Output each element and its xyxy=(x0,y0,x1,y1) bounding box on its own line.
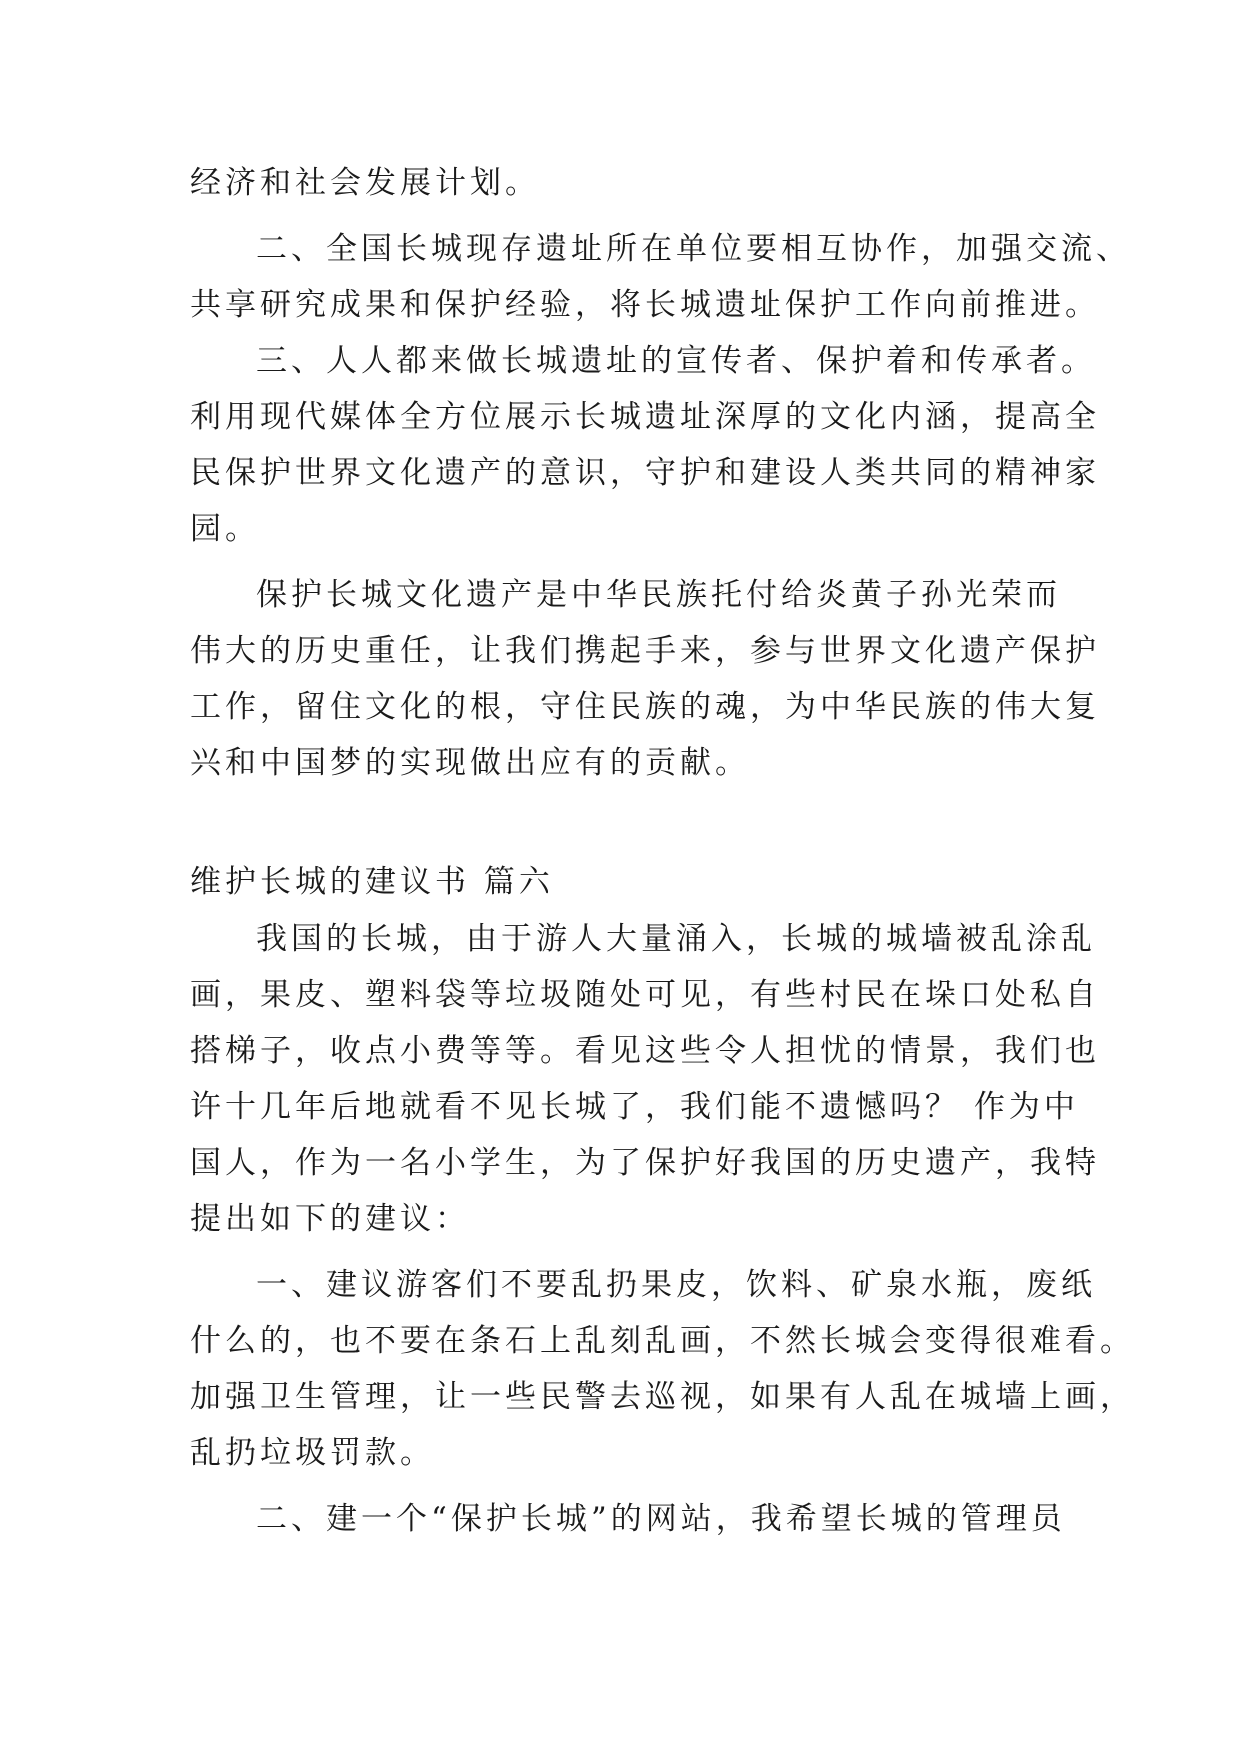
body-line: 兴和中国梦的实现做出应有的贡献。 xyxy=(190,745,750,781)
paragraph-first-line: 我国的长城，由于游人大量涌入，长城的城墙被乱涂乱 xyxy=(256,921,1096,957)
body-line: 许十几年后地就看不见长城了，我们能不遗憾吗？ 作为中 xyxy=(190,1089,1079,1125)
body-line: 搭梯子，收点小费等等。看见这些令人担忧的情景，我们也 xyxy=(190,1033,1100,1069)
paragraph-first-line: 二、建一个“保护长城”的网站，我希望长城的管理员 xyxy=(256,1501,1066,1537)
body-line: 提出如下的建议： xyxy=(190,1201,470,1237)
paragraph-first-line: 二、全国长城现存遗址所在单位要相互协作，加强交流、 xyxy=(256,231,1131,267)
section-heading: 维护长城的建议书 篇六 xyxy=(190,864,554,900)
paragraph-first-line: 保护长城文化遗产是中华民族托付给炎黄子孙光荣而 xyxy=(256,577,1061,613)
body-line: 经济和社会发展计划。 xyxy=(190,165,540,201)
body-line: 共享研究成果和保护经验，将长城遗址保护工作向前推进。 xyxy=(190,287,1100,323)
body-line: 乱扔垃圾罚款。 xyxy=(190,1435,435,1471)
body-line: 加强卫生管理，让一些民警去巡视，如果有人乱在城墙上画， xyxy=(190,1379,1135,1415)
body-line: 伟大的历史重任，让我们携起手来，参与世界文化遗产保护 xyxy=(190,633,1100,669)
body-line: 国人，作为一名小学生，为了保护好我国的历史遗产，我特 xyxy=(190,1145,1100,1181)
body-line: 利用现代媒体全方位展示长城遗址深厚的文化内涵，提高全 xyxy=(190,399,1100,435)
body-line: 园。 xyxy=(190,511,260,547)
paragraph-first-line: 三、人人都来做长城遗址的宣传者、保护着和传承者。 xyxy=(256,343,1096,379)
body-line: 什么的，也不要在条石上乱刻乱画，不然长城会变得很难看。 xyxy=(190,1323,1135,1359)
body-line: 民保护世界文化遗产的意识，守护和建设人类共同的精神家 xyxy=(190,455,1100,491)
paragraph-first-line: 一、建议游客们不要乱扔果皮，饮料、矿泉水瓶，废纸 xyxy=(256,1267,1096,1303)
body-line: 画，果皮、塑料袋等垃圾随处可见，有些村民在垛口处私自 xyxy=(190,977,1100,1013)
body-line: 工作，留住文化的根，守住民族的魂，为中华民族的伟大复 xyxy=(190,689,1100,725)
